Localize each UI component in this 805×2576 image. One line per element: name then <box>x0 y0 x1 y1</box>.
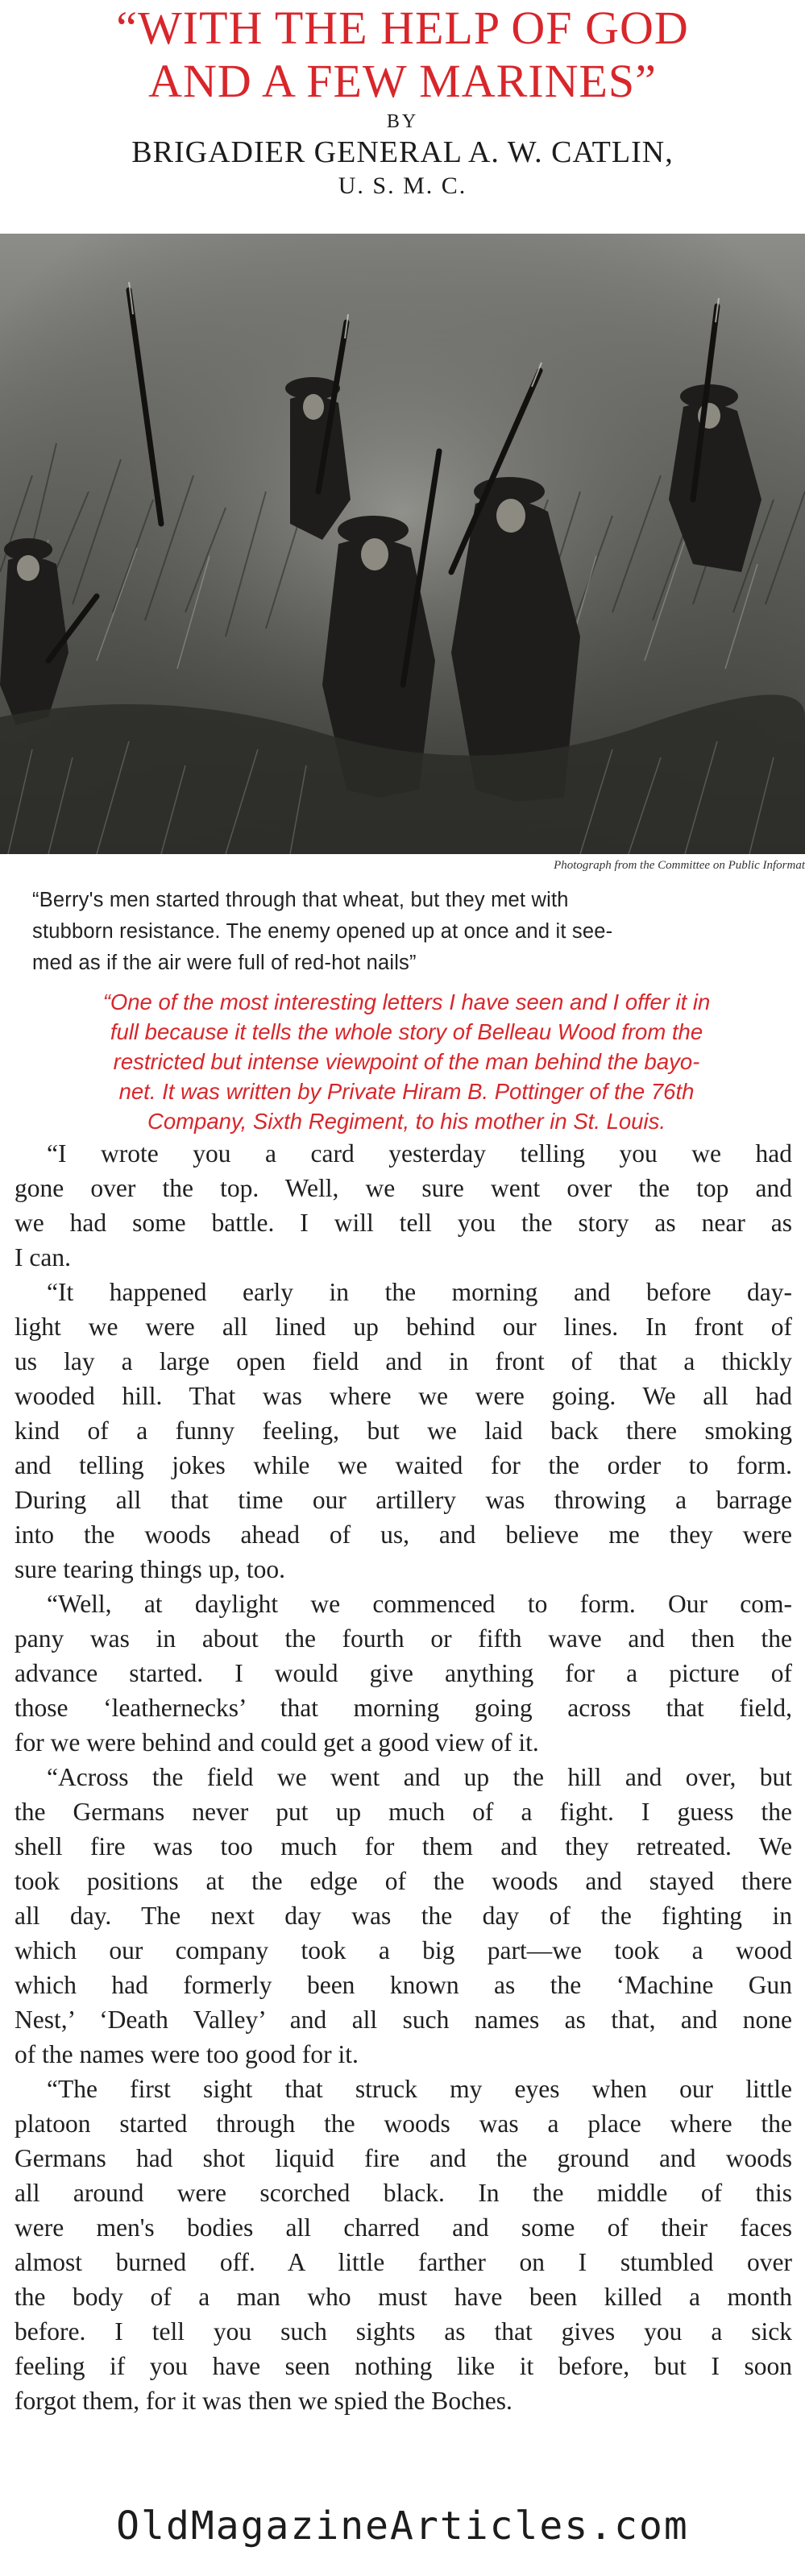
title-line-1: “WITH THE HELP OF GOD <box>116 2 689 54</box>
text-line: all day. The next day was the day of the fighting in <box>15 1902 792 1930</box>
text-line: Germans had shot liquid fire and the ground and woods <box>15 2144 792 2172</box>
text-line: kind of a funny feeling, but we laid back there smoking <box>15 1417 792 1445</box>
article-title <box>0 2 805 108</box>
text-line: “I wrote you a card yesterday telling you we had <box>47 1139 792 1168</box>
paragraph <box>15 1587 792 1760</box>
article-header <box>0 0 805 201</box>
text-line: During all that time our artillery was throwing a barrage <box>15 1486 792 1514</box>
caption-line: med as if the air were full of red-hot nails” <box>32 952 417 974</box>
photo-caption <box>32 885 798 979</box>
intro-line: Company, Sixth Regiment, to his mother in St. Louis. <box>147 1109 666 1134</box>
title-line-2: AND A FEW MARINES” <box>148 55 657 107</box>
photo-credit: Photograph from the Committee on Public Informat <box>554 859 805 872</box>
paragraph <box>15 1275 792 1587</box>
text-line: shell fire was too much for them and they retreated. We <box>15 1832 792 1860</box>
text-line: of the names were too good for it. <box>15 2040 359 2068</box>
text-line: all around were scorched black. In the middle of this <box>15 2179 792 2207</box>
paragraph <box>15 1760 792 2072</box>
text-line: those ‘leathernecks’ that morning going across that field, <box>15 1694 792 1722</box>
byline: BY <box>386 111 419 132</box>
text-line: “The first sight that struck my eyes when our little <box>47 2075 792 2103</box>
text-line: gone over the top. Well, we sure went over the top and <box>15 1174 792 1202</box>
text-line: the Germans never put up much of a fight. I guess the <box>15 1798 792 1826</box>
text-line: “It happened early in the morning and before day- <box>47 1278 792 1306</box>
intro-line: restricted but intense viewpoint of the man behind the bayo- <box>113 1049 700 1074</box>
text-line: I can. <box>15 1243 71 1271</box>
text-line: were men's bodies all charred and some of their faces <box>15 2213 792 2242</box>
text-line: almost burned off. A little farther on I stumbled over <box>15 2248 792 2276</box>
text-line: platoon started through the woods was a place where the <box>15 2109 792 2138</box>
text-line: into the woods ahead of us, and believe me they were <box>15 1520 792 1549</box>
intro-line: net. It was written by Private Hiram B. Pottinger of the 76th <box>118 1079 695 1104</box>
caption-line: “Berry's men started through that wheat, but they met with <box>32 889 569 911</box>
paragraph <box>15 2072 792 2418</box>
text-line: and telling jokes while we waited for the order to form. <box>15 1451 792 1479</box>
text-line: “Across the field we went and up the hill and over, but <box>47 1763 792 1791</box>
intro-line: full because it tells the whole story of Belleau Wood from the <box>110 1019 703 1044</box>
intro-line: “One of the most interesting letters I have seen and I offer it in <box>102 989 711 1014</box>
text-line: us lay a large open field and in front of that a thickly <box>15 1347 792 1375</box>
text-line: feeling if you have seen nothing like it before, but I soon <box>15 2352 792 2380</box>
paragraph <box>15 1136 792 1275</box>
author-name: BRIGADIER GENERAL A. W. CATLIN, <box>131 135 674 169</box>
photo-illustration <box>0 234 805 854</box>
text-line: we had some battle. I will tell you the story as near as <box>15 1209 792 1237</box>
text-line: which had formerly been known as the ‘Machine Gun <box>15 1971 792 1999</box>
text-line: the body of a man who must have been killed a month <box>15 2283 792 2311</box>
text-line: sure tearing things up, too. <box>15 1555 285 1583</box>
text-line: Nest,’ ‘Death Valley’ and all such names as that, and none <box>15 2006 792 2034</box>
text-line: forgot them, for it was then we spied the Boches. <box>15 2387 512 2415</box>
site-watermark: OldMagazineArticles.com <box>116 2503 689 2549</box>
text-line: light we were all lined up behind our lines. In front of <box>15 1313 792 1341</box>
caption-line: stubborn resistance. The enemy opened up at once and it see- <box>32 920 613 943</box>
text-line: wooded hill. That was where we were going. We all had <box>15 1382 792 1410</box>
marines-photo <box>0 234 805 854</box>
text-line: before. I tell you such sights as that gives you a sick <box>15 2317 792 2346</box>
text-line: advance started. I would give anything for a picture of <box>15 1659 792 1687</box>
editor-intro <box>18 987 795 1136</box>
text-line: took positions at the edge of the woods and stayed there <box>15 1867 792 1895</box>
text-line: “Well, at daylight we commenced to form. Our com- <box>47 1590 792 1618</box>
text-line: for we were behind and could get a good view of it. <box>15 1728 539 1757</box>
letter-body <box>15 1136 792 2418</box>
author-rank: U. S. M. C. <box>338 172 467 199</box>
text-line: pany was in about the fourth or fifth wave and then the <box>15 1624 792 1653</box>
text-line: which our company took a big part—we took a wood <box>15 1936 792 1964</box>
